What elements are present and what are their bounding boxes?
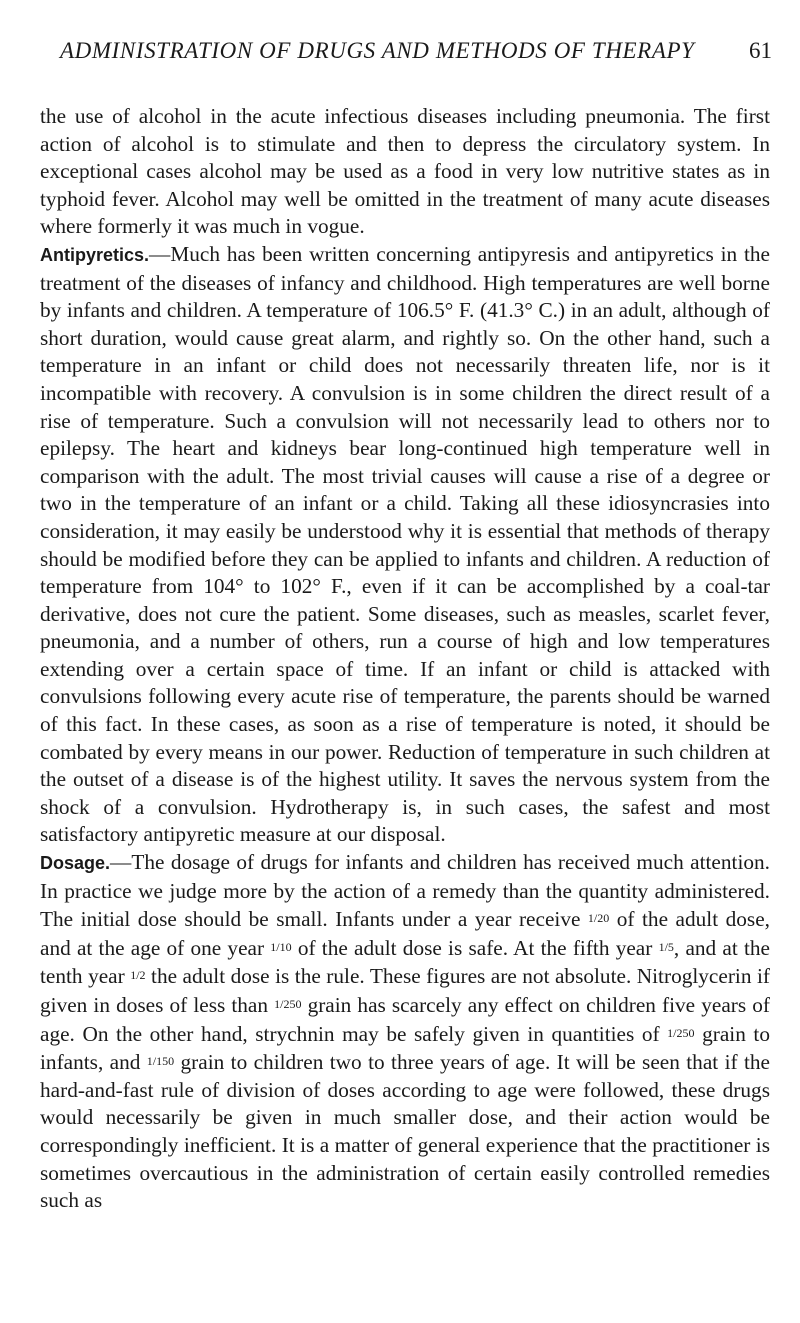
- paragraph-dosage: [40, 849, 770, 1215]
- dosage-text-3: of the adult dose is safe. At the fifth year: [291, 935, 659, 960]
- fraction-one-fifth: 1/5: [658, 939, 674, 954]
- antipyretics-text: —Much has been written concerning antipyresis and antipyretics in the treatment of the diseases of infancy and childhood. High temperatures are well borne by infants and children. A temperature of 106.5° F. (41.3° C.) in an adult, although of short duration, would cause great alarm, and rightly so. On the other hand, such a temperature in an infant or child does not necessarily threaten life, nor is it incompatible with recovery. A convulsion is in some children the direct result of a rise of temperature. Such a convulsion will not necessarily lead to others nor to epilepsy. The heart and kidneys bear long-continued high temperature well in comparison with the adult. The most trivial causes will cause a rise of a degree or two in the temperature of an infant or a child. Taking all these idiosyncrasies into consideration, it may easily be understood why it is essential that methods of therapy should be modified before they can be applied to infants and children. A reduction of temperature from 104° to 102° F., even if it can be accomplished by a coal-tar derivative, does not cure the patient. Some diseases, such as measles, scarlet fever, pneumonia, and a number of others, run a course of high and low temperatures extending over a certain space of time. If an infant or child is attacked with convulsions following every acute rise of temperature, the parents should be warned of this fact. In these cases, as soon as a rise of temperature is noted, it should be combated by every means in our power. Reduction of temperature in such children at the outset of a disease is of the highest utility. It saves the nervous system from the shock of a convulsion. Hydrotherapy is, in such cases, the safest and most satisfactory antipyretic measure at our disposal.: [40, 241, 770, 847]
- fraction-strychnin-infant-dose: 1/250: [667, 1025, 695, 1040]
- running-title: ADMINISTRATION OF DRUGS AND METHODS OF THERAPY: [60, 38, 695, 63]
- fraction-strychnin-child-dose: 1/150: [146, 1054, 175, 1069]
- dosage-text-5: the adult dose is the rule. These figures are not absolute. Nitroglycerin if given in doses of less than: [40, 964, 770, 1017]
- paragraph-alcohol: the use of alcohol in the acute infectious diseases including pneumonia. The first action of alcohol is to stimulate and then to depress the circulatory system. In exceptional cases alcohol may be used as a food in very low nutritive states as in typhoid fever. Alcohol may well be omitted in the treatment of many acute diseases where formerly it was much in vogue.: [40, 104, 770, 239]
- fraction-one-twentieth: 1/20: [587, 911, 610, 926]
- fraction-one-tenth: 1/10: [270, 939, 292, 954]
- dosage-text-1: —The dosage of drugs for infants and children has received much attention. In practice we judge more by the action of a remedy than the quantity administered. The initial dose should be small. Infants under a year receive: [40, 850, 770, 932]
- fraction-one-half: 1/2: [130, 968, 146, 983]
- dosage-text-6: grain has scarcely any effect on children five years of age. On the other hand, strychnin may be safely given in quantities of: [40, 993, 770, 1046]
- paragraph-antipyretics: [40, 241, 770, 849]
- dosage-text-4: , and at the tenth year: [40, 935, 770, 989]
- running-header: [60, 38, 772, 64]
- page-number: 61: [749, 38, 772, 63]
- dosage-text-7: grain to infants, and: [40, 1021, 770, 1075]
- section-heading-antipyretics: Antipyretics.: [40, 244, 150, 265]
- fraction-nitroglycerin-dose: 1/250: [274, 997, 302, 1011]
- section-heading-dosage: Dosage.: [40, 853, 111, 874]
- dosage-text-2: of the adult dose, and at the age of one year: [40, 907, 770, 960]
- dosage-text-8: grain to children two to three years of age. It will be seen that if the hard-and-fast rule of division of doses according to age were followed, these drugs would necessarily be given in much smaller dose, and their action would be correspondingly inefficient. It is a matter of general experience that the practitioner is sometimes overcautious in the administration of certain easily controlled remedies such as: [40, 1050, 770, 1213]
- body-text: [40, 103, 770, 1215]
